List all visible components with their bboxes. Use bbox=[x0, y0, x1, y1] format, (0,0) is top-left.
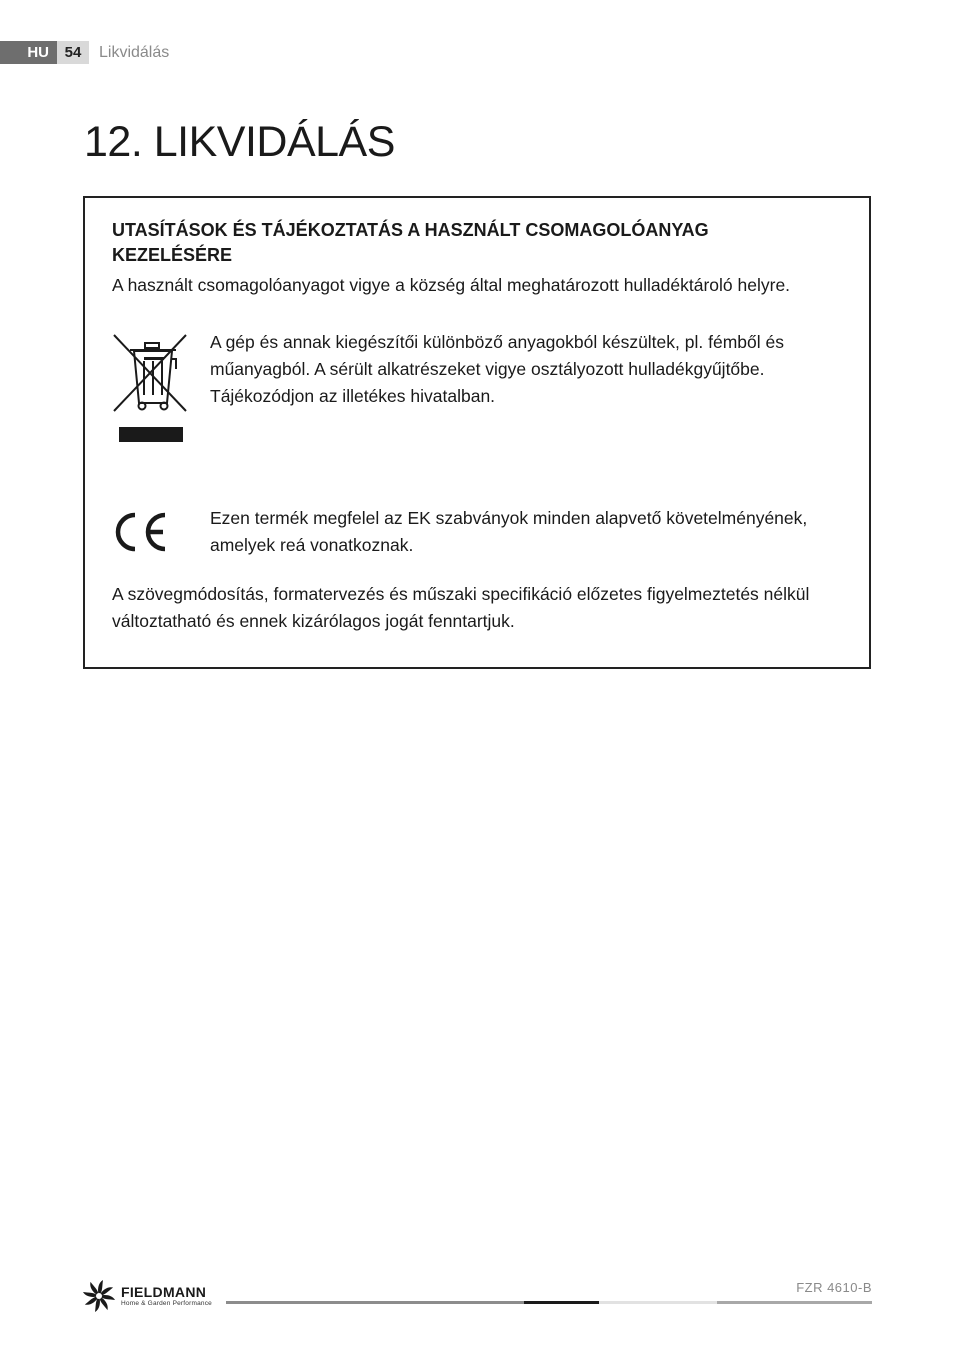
crossed-bin-icon bbox=[112, 333, 190, 445]
footer-rule-segment bbox=[524, 1301, 599, 1304]
page-title: 12. LIKVIDÁLÁS bbox=[84, 118, 395, 166]
language-badge: HU bbox=[0, 41, 57, 64]
footer-rule-segment bbox=[717, 1301, 872, 1304]
weee-paragraph: A gép és annak kiegészítői különböző anyagokból készültek, pl. fémből és műanyagból. A sérült alkatrészeket vigye osztályozott hulladékgyűjtőbe. Tájékozódjon az illetékes hivatalban. bbox=[210, 332, 784, 406]
notice-heading: UTASÍTÁSOK ÉS TÁJÉKOZTATÁS A HASZNÁLT CSOMAGOLÓANYAG KEZELÉSÉRE bbox=[112, 220, 709, 265]
fan-logo-icon bbox=[82, 1279, 116, 1313]
footer-rule-segment bbox=[599, 1301, 717, 1304]
section-name: Likvidálás bbox=[99, 43, 170, 61]
ce-paragraph: Ezen termék megfelel az EK szabványok minden alapvető követelményének, amelyek reá vonatkoznak. bbox=[210, 508, 808, 555]
ce-mark-icon bbox=[111, 511, 169, 553]
page-header bbox=[0, 41, 169, 64]
disposal-notice-box bbox=[83, 196, 871, 669]
brand-name: FIELDMANN bbox=[121, 1283, 207, 1300]
disclaimer-paragraph: A szövegmódosítás, formatervezés és műszaki specifikáció előzetes figyelmeztetés nélkül változtatható és ennek kizárólagos jogát fenntartjuk. bbox=[112, 584, 810, 631]
model-number: FZR 4610-B bbox=[796, 1280, 872, 1295]
page-number: 54 bbox=[57, 41, 89, 64]
packaging-paragraph: A használt csomagolóanyagot vigye a község által meghatározott hulladéktároló helyre. bbox=[112, 275, 791, 295]
footer-rule-segment bbox=[226, 1301, 524, 1304]
brand-logo bbox=[82, 1278, 224, 1314]
brand-tagline: Home & Garden Performance bbox=[121, 1299, 212, 1307]
